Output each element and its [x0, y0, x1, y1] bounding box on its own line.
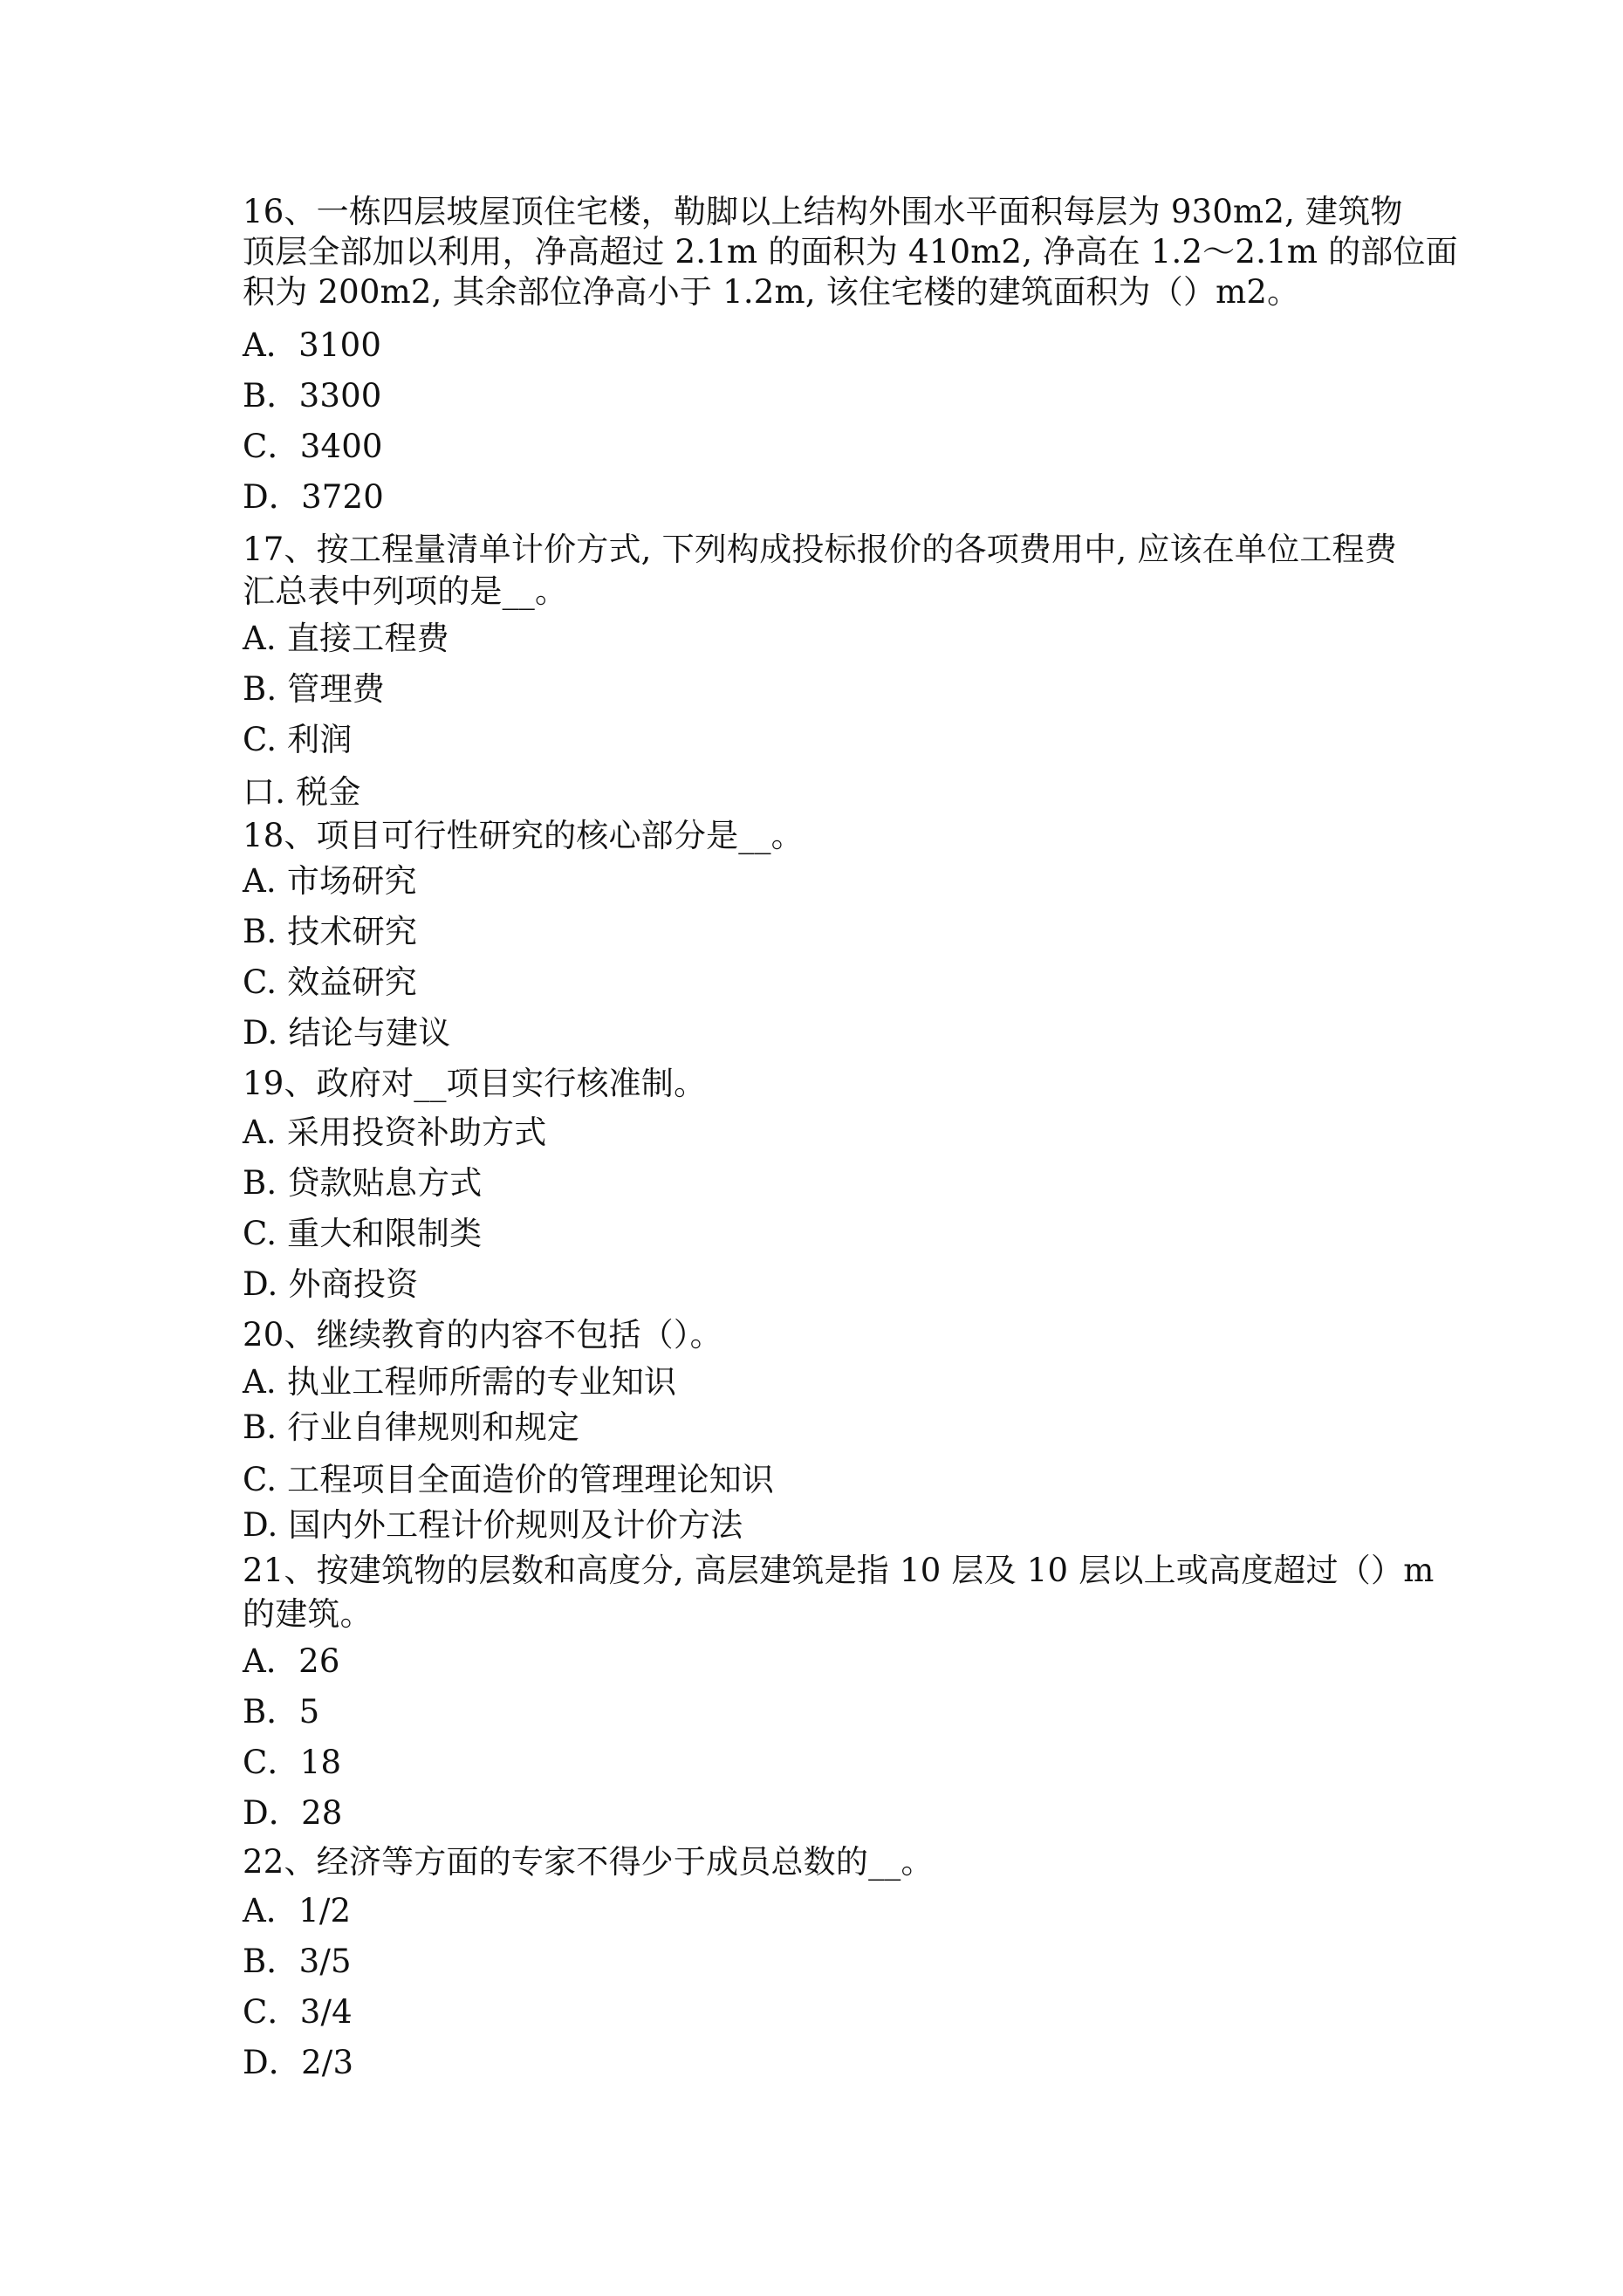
q17-option-b: B. 管理费: [243, 670, 385, 708]
q21-stem-line-1: 21、按建筑物的层数和高度分, 高层建筑是指 10 层及 10 层以上或高度超过（）m: [243, 1552, 1435, 1589]
q22-option-c: C．3/4: [243, 1993, 353, 2031]
q19-stem-line-1: 19、政府对__项目实行核准制。: [243, 1065, 707, 1102]
q18-option-b: B. 技术研究: [243, 913, 418, 950]
q18-stem-line-1: 18、项目可行性研究的核心部分是__。: [243, 817, 804, 854]
q16-stem-line-1: 16、一栋四层坡屋顶住宅楼，勒脚以上结构外围水平面积每层为 930m2, 建筑物: [243, 193, 1403, 230]
q20-option-d: D. 国内外工程计价规则及计价方法: [243, 1506, 743, 1544]
q19-option-a: A. 采用投资补助方式: [243, 1114, 547, 1151]
q17-stem-line-2: 汇总表中列项的是__。: [243, 572, 568, 610]
q16-option-d: D．3720: [243, 478, 385, 516]
q17-option-c: C. 利润: [243, 721, 353, 758]
q17-option-a: A. 直接工程费: [243, 620, 449, 657]
q22-option-d: D．2/3: [243, 2044, 354, 2081]
q17-option-d: 口. 税金: [243, 773, 361, 811]
q21-option-d: D．28: [243, 1794, 343, 1832]
q22-option-a: A．1/2: [243, 1892, 352, 1929]
q18-option-a: A. 市场研究: [243, 862, 417, 900]
q19-option-c: C. 重大和限制类: [243, 1215, 483, 1252]
q20-option-b: B. 行业自律规则和规定: [243, 1408, 580, 1446]
q20-option-c: C. 工程项目全面造价的管理理论知识: [243, 1461, 775, 1498]
q21-stem-line-2: 的建筑。: [243, 1595, 373, 1633]
q22-stem-line-1: 22、经济等方面的专家不得少于成员总数的__。: [243, 1843, 934, 1881]
q22-option-b: B．3/5: [243, 1943, 352, 1980]
q18-option-c: C. 效益研究: [243, 963, 417, 1001]
q16-option-b: B．3300: [243, 377, 382, 415]
q16-option-a: A．3100: [243, 326, 382, 364]
q19-option-b: B. 贷款贴息方式: [243, 1164, 483, 1202]
q20-option-a: A. 执业工程师所需的专业知识: [243, 1363, 677, 1401]
q17-stem-line-1: 17、按工程量清单计价方式, 下列构成投标报价的各项费用中, 应该在单位工程费: [243, 531, 1397, 568]
q18-option-d: D. 结论与建议: [243, 1014, 451, 1052]
q21-option-c: C．18: [243, 1744, 342, 1781]
q16-option-c: C．3400: [243, 428, 383, 465]
q19-option-d: D. 外商投资: [243, 1265, 419, 1303]
q21-option-a: A．26: [243, 1642, 340, 1680]
q16-stem-line-2: 顶层全部加以利用，净高超过 2.1m 的面积为 410m2, 净高在 1.2〜2.1m 的部位面: [243, 233, 1458, 271]
q20-stem-line-1: 20、继续教育的内容不包括（）。: [243, 1316, 722, 1354]
q21-option-b: B．5: [243, 1693, 320, 1731]
q16-stem-line-3: 积为 200m2, 其余部位净高小于 1.2m, 该住宅楼的建筑面积为（）m2。: [243, 273, 1300, 311]
